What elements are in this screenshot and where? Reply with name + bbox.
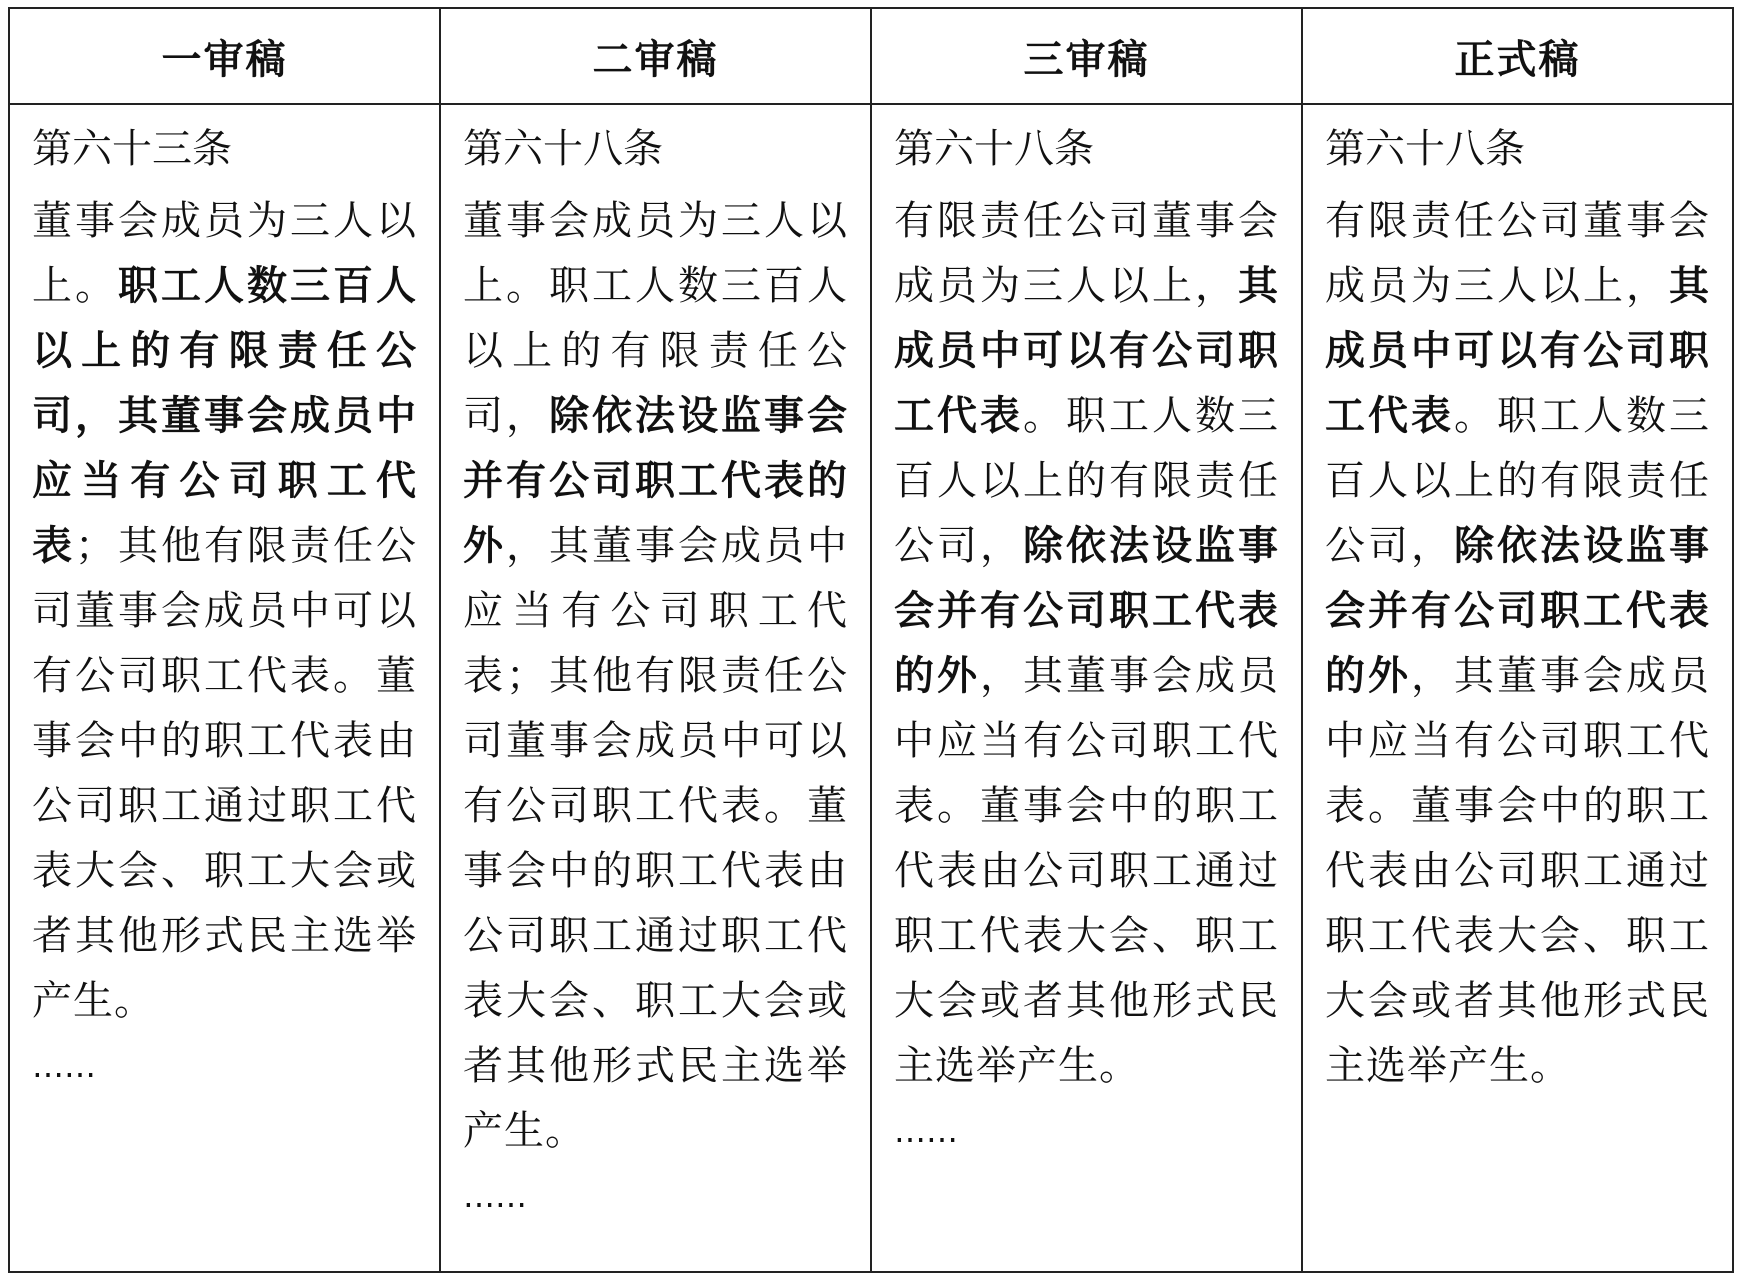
article-text	[1325, 189, 1710, 1099]
article-number: 第六十三条	[32, 126, 232, 172]
text-segment: 有限责任公司董事会成员为三人以上，	[894, 198, 1279, 309]
omission-ellipsis: ……	[463, 1177, 527, 1215]
text-segment: ，其董事会成员中应当有公司职工代表。董事会中的职工代表由公司职工通过职工代表大会、职工大会或者其他形式民主选举产生。	[1325, 653, 1710, 1089]
draft-comparison-table	[8, 7, 1734, 1273]
omission-ellipsis: ……	[894, 1112, 958, 1150]
text-segment-bold: 职工人数三百人以上的有限责任公司，其董事会成员中应当有公司职工代表	[32, 263, 417, 569]
header-second-review-draft: 二审稿	[440, 8, 871, 104]
article-text	[32, 189, 417, 1034]
header-first-review-draft: 一审稿	[9, 8, 440, 104]
text-segment: 董事会成员为三人以上。	[32, 198, 417, 309]
column-first-review-draft	[9, 104, 440, 1272]
text-segment: 有限责任公司董事会成员为三人以上，	[1325, 198, 1710, 309]
article-text	[463, 189, 848, 1164]
header-final-draft: 正式稿	[1302, 8, 1733, 104]
column-third-review-draft	[871, 104, 1302, 1272]
article-number: 第六十八条	[463, 126, 663, 172]
header-row	[9, 8, 1733, 104]
header-third-review-draft: 三审稿	[871, 8, 1302, 104]
text-segment: ；其他有限责任公司董事会成员中可以有公司职工代表。董事会中的职工代表由公司职工通过职工代表大会、职工大会或者其他形式民主选举产生。	[32, 523, 417, 1024]
article-number: 第六十八条	[894, 126, 1094, 172]
content-row	[9, 104, 1733, 1272]
column-final-draft	[1302, 104, 1733, 1272]
omission-ellipsis: ……	[32, 1047, 96, 1085]
text-segment-bold: 除依法设监事会并有公司职工代表的外	[463, 393, 848, 569]
text-segment: ，其董事会成员中应当有公司职工代表。董事会中的职工代表由公司职工通过职工代表大会、职工大会或者其他形式民主选举产生。	[894, 653, 1279, 1089]
text-segment-bold: 除依法设监事会并有公司职工代表的外	[894, 523, 1279, 699]
text-segment: ，其董事会成员中应当有公司职工代表；其他有限责任公司董事会成员中可以有公司职工代表。董事会中的职工代表由公司职工通过职工代表大会、职工大会或者其他形式民主选举产生。	[463, 523, 848, 1154]
article-text	[894, 189, 1279, 1099]
column-second-review-draft	[440, 104, 871, 1272]
text-segment: 。职工人数三百人以上的有限责任公司，	[1325, 393, 1710, 569]
text-segment-bold: 其成员中可以有公司职工代表	[1325, 263, 1710, 439]
text-segment: 。职工人数三百人以上的有限责任公司，	[894, 393, 1279, 569]
text-segment: 董事会成员为三人以上。职工人数三百人以上的有限责任公司，	[463, 198, 848, 439]
article-number: 第六十八条	[1325, 126, 1525, 172]
text-segment-bold: 除依法设监事会并有公司职工代表的外	[1325, 523, 1710, 699]
text-segment-bold: 其成员中可以有公司职工代表	[894, 263, 1279, 439]
